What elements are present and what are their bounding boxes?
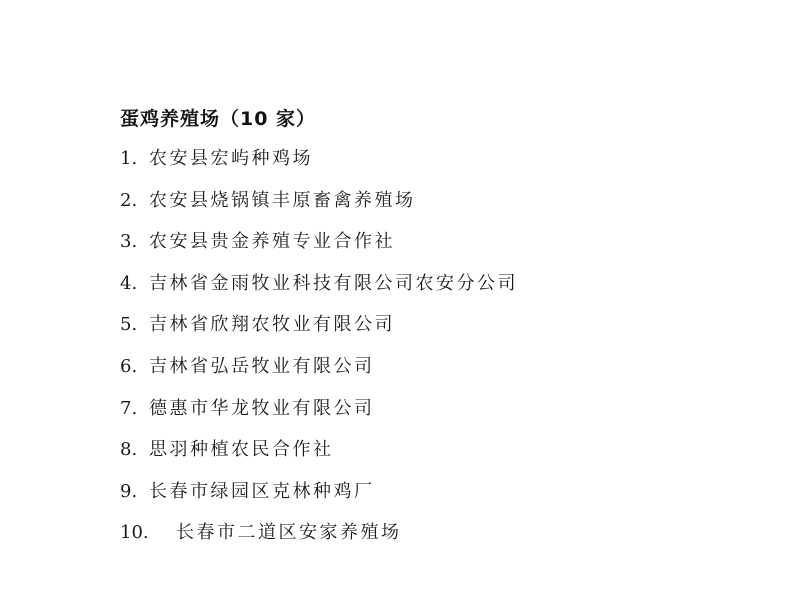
list-item — [120, 148, 518, 190]
item-text: 农安县贵金养殖专业合作社 — [149, 231, 395, 253]
list-item — [120, 522, 518, 564]
list-item — [120, 356, 518, 398]
list-item — [120, 481, 518, 523]
item-text: 吉林省金雨牧业科技有限公司农安分公司 — [149, 272, 518, 294]
item-text: 农安县烧锅镇丰原畜禽养殖场 — [149, 189, 416, 211]
list-item — [120, 439, 518, 481]
list-item — [120, 231, 518, 273]
item-number: 9. — [120, 480, 138, 502]
item-text: 农安县宏屿种鸡场 — [149, 148, 313, 169]
item-text: 长春市二道区安家养殖场 — [176, 522, 402, 544]
item-number: 10. — [120, 522, 149, 544]
item-text: 吉林省弘岳牧业有限公司 — [149, 355, 375, 377]
item-number: 5. — [120, 314, 138, 336]
item-text: 长春市绿园区克林种鸡厂 — [149, 480, 375, 502]
item-number: 6. — [120, 355, 138, 377]
item-number: 4. — [120, 272, 138, 294]
list-item — [120, 314, 518, 356]
farm-list — [120, 148, 518, 564]
list-item — [120, 190, 518, 232]
item-number: 3. — [120, 231, 138, 253]
item-number: 7. — [120, 397, 138, 419]
item-text: 思羽种植农民合作社 — [149, 439, 334, 461]
item-number: 1. — [120, 148, 138, 169]
list-item — [120, 273, 518, 315]
list-item — [120, 398, 518, 440]
section-heading: 蛋鸡养殖场（10 家） — [120, 108, 317, 130]
item-text: 德惠市华龙牧业有限公司 — [149, 397, 375, 419]
item-number: 8. — [120, 439, 138, 461]
item-text: 吉林省欣翔农牧业有限公司 — [149, 314, 395, 336]
item-number: 2. — [120, 189, 138, 211]
